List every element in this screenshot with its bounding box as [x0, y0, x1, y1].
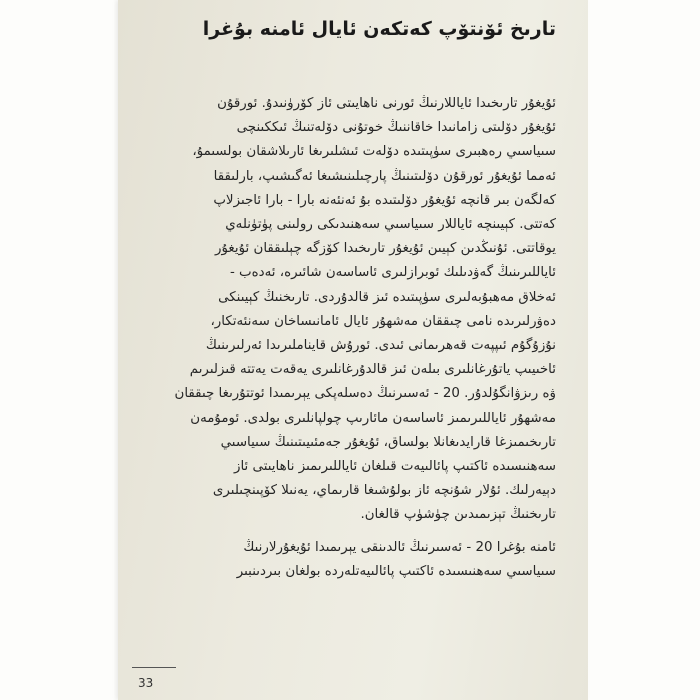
- text-line: سەھنىسىدە ئاكتىپ پائالىيەت قىلغان ئاياللىرىمىز ناھايىتى ئاز: [234, 459, 556, 475]
- text-line: مەشھۇر ئاياللىرىمىز ئاساسەن مائارىپ چولپانلىرى بولدى. ئومۇمەن: [190, 410, 556, 426]
- text-line: كەتتى. كېيىنچە ئاياللار سىياسىي سەھنىدىكى رولىنى پۈتۈنلەي: [225, 217, 556, 233]
- text-line: نۇزۇگۇم ئىپپەت قەھرىمانى ئىدى. ئورۇش قايناملىرىدا ئەرلىرىنىڭ: [205, 338, 556, 354]
- text-line: كەلگەن بىر قانچە ئۇيغۇر دۆلىتىدە بۇ ئەنئەنە بارا - بارا ئاجىزلاپ: [213, 192, 556, 208]
- text-line: ئۇيغۇر دۆلىتى زامانىدا خاقاننىڭ خوتۇنى دۆلەتنىڭ ئىككىنچى: [236, 120, 556, 136]
- text-line: ئەمما ئۇيغۇر ئورقۇن دۆلىتىنىڭ پارچىلىنىشىغا ئەگىشىپ، بارلىققا: [213, 168, 556, 184]
- footer-rule: [132, 667, 176, 668]
- text-line: تارىخنىڭ تېزىمىدىن چۈشۈپ قالغان.: [360, 507, 556, 523]
- text-line: ۋە رىزۋانگۇلدۇر. 20 - ئەسىرنىڭ دەسلەپكى يېرىمىدا ئوتتۇرىغا چىققان: [174, 386, 556, 402]
- text-line: سىياسىي رەھبىرى سۈپىتىدە دۆلەت ئىشلىرىغا ئارىلاشقان بولسىمۇ،: [192, 144, 556, 160]
- text-line: ئاياللىرىنىڭ گەۋدىلىك ئوبرازلىرى ئاساسەن شائىرە، ئەدەب -: [229, 265, 556, 281]
- text-line: يوقاتتى. ئۇنىڭدىن كېيىن ئۇيغۇر تارىخىدا كۆزگە چېلىققان ئۇيغۇر: [215, 241, 556, 257]
- text-line: دېيەرلىك. ئۇلار شۇنچە ئاز بولۇشىغا قارىماي، يەنىلا كۆپىنچىلىرى: [212, 483, 556, 499]
- text-line: دەۋرلىرىدە نامى چىققان مەشھۇر ئايال ئامانىساخان سەنئەتكار،: [210, 313, 556, 329]
- text-line: تارىخىمىزغا قارايدىغانلا بولساق، ئۇيغۇر جەمئىيىتىنىڭ سىياسىي: [220, 434, 556, 450]
- text-line: ئەخلاق مەھبۇبەلىرى سۈپىتىدە ئىز قالدۇردى. تارىخنىڭ كېيىنكى: [218, 289, 556, 305]
- text-line: سىياسىي سەھنىسىدە ئاكتىپ پائالىيەتلەردە بولغان بىردىنبىر: [236, 563, 556, 579]
- page-title: تارىخ ئۆنتۆپ كەتكەن ئايال ئامنە بۇغرا: [202, 18, 556, 40]
- text-line: ئامنە بۇغرا 20 - ئەسىرنىڭ ئالدىنقى يېرىمىدا ئۇيغۇرلارنىڭ: [243, 539, 556, 555]
- text-line: ئۇيغۇر تارىخىدا ئاياللارنىڭ ئورنى ناھايىتى ئاز كۆرۈنىدۇ. ئورقۇن: [217, 96, 556, 111]
- paragraph-gap: [136, 528, 556, 536]
- body-text: [136, 92, 556, 584]
- page-number: 33: [138, 676, 154, 690]
- book-page: [118, 0, 588, 700]
- text-line: ئاخىيىپ ياتۇرغانلىرى بىلەن ئىز قالدۇرغانلىرى يەقەت يەتتە قىزلىرىم: [189, 362, 556, 378]
